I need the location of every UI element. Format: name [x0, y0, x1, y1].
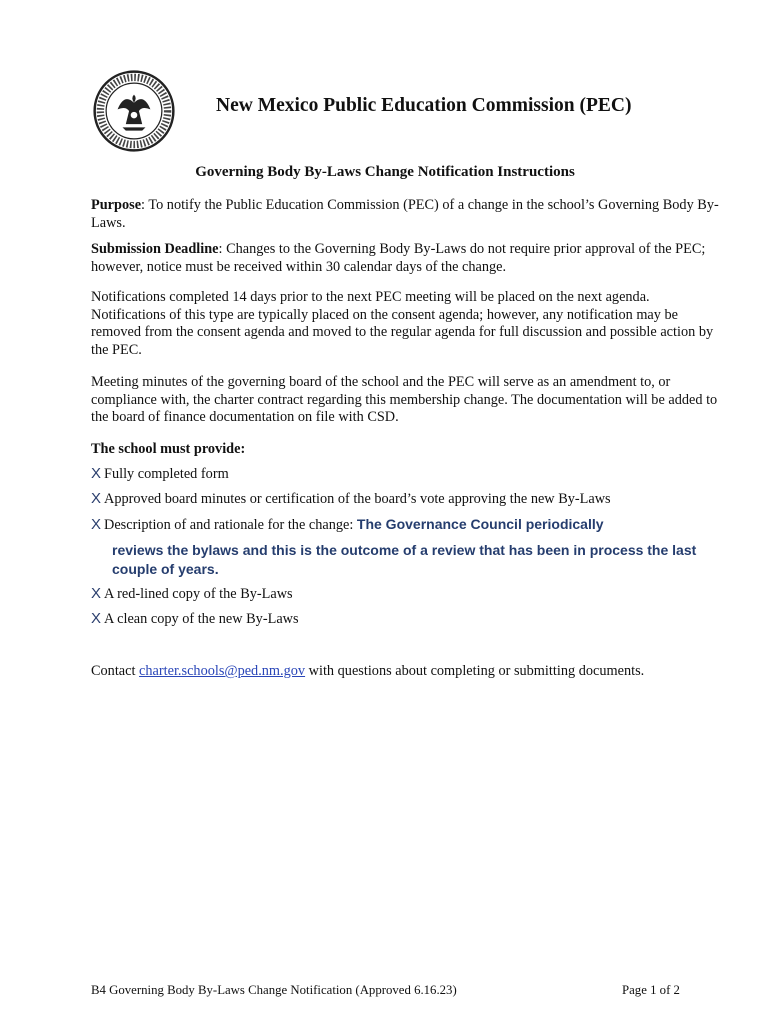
checklist-item-text: A red-lined copy of the By-Laws: [104, 586, 293, 602]
purpose-label: Purpose: [91, 197, 142, 213]
contact-prefix: Contact: [91, 663, 140, 679]
contact-email-link[interactable]: charter.schools@ped.nm.gov: [139, 663, 306, 679]
minutes-paragraph: Meeting minutes of the governing board of the school and the PEC will serve as an amendment to, or compliance with, the charter contract regarding this membership change. The documentation will be added to the board of finance documentation on file with CSD.: [91, 374, 718, 426]
rationale-field-value[interactable]: The Governance Council periodically: [356, 516, 604, 532]
checklist-item: [91, 490, 611, 508]
footer-page-number: Page 1 of 2: [622, 983, 680, 997]
deadline-label: Submission Deadline: [91, 241, 219, 257]
checkbox-x-mark[interactable]: X: [91, 610, 102, 627]
checklist-item: [91, 465, 229, 483]
checkbox-x-mark[interactable]: X: [91, 490, 102, 507]
footer-document-id: B4 Governing Body By-Laws Change Notification (Approved 6.16.23): [91, 983, 457, 997]
checklist-item: [91, 585, 293, 603]
rationale-field-value-continued[interactable]: reviews the bylaws and this is the outcome of a review that has been in process the last couple of years.: [112, 542, 697, 577]
contact-suffix: with questions about completing or submitting documents.: [305, 663, 645, 679]
provide-heading: The school must provide:: [91, 441, 246, 457]
purpose-paragraph: [91, 197, 719, 232]
checklist-item-text: A clean copy of the new By-Laws: [104, 611, 299, 627]
deadline-text: : Changes to the Governing Body By-Laws do not require prior approval of the PEC; however, notice must be received within 30 calendar days of the change.: [91, 241, 706, 275]
state-seal-logo: [93, 70, 175, 152]
contact-line: [91, 663, 644, 680]
document-heading: Governing Body By-Laws Change Notification Instructions: [195, 164, 575, 180]
checklist-item: [91, 610, 299, 628]
checklist-item-text: Approved board minutes or certification of the board’s vote approving the new By-Laws: [104, 491, 611, 507]
purpose-text: : To notify the Public Education Commission (PEC) of a change in the school’s Governing Body By-Laws.: [91, 197, 719, 231]
page-title: New Mexico Public Education Commission (PEC): [216, 95, 632, 116]
checkbox-x-mark[interactable]: X: [91, 516, 102, 533]
checkbox-x-mark[interactable]: X: [91, 465, 102, 482]
notifications-paragraph: Notifications completed 14 days prior to the next PEC meeting will be placed on the next agenda. Notifications of this type are typically placed on the consent agenda; however, any notification may be removed from the consent agenda and moved to the regular agenda for full discussion and possible action by the PEC.: [91, 289, 714, 359]
checklist-item-text: Description of and rationale for the change:: [104, 517, 357, 533]
checklist-item-text: Fully completed form: [104, 466, 229, 482]
checkbox-x-mark[interactable]: X: [91, 585, 102, 602]
checklist-item: [91, 516, 604, 534]
deadline-paragraph: [91, 241, 719, 276]
